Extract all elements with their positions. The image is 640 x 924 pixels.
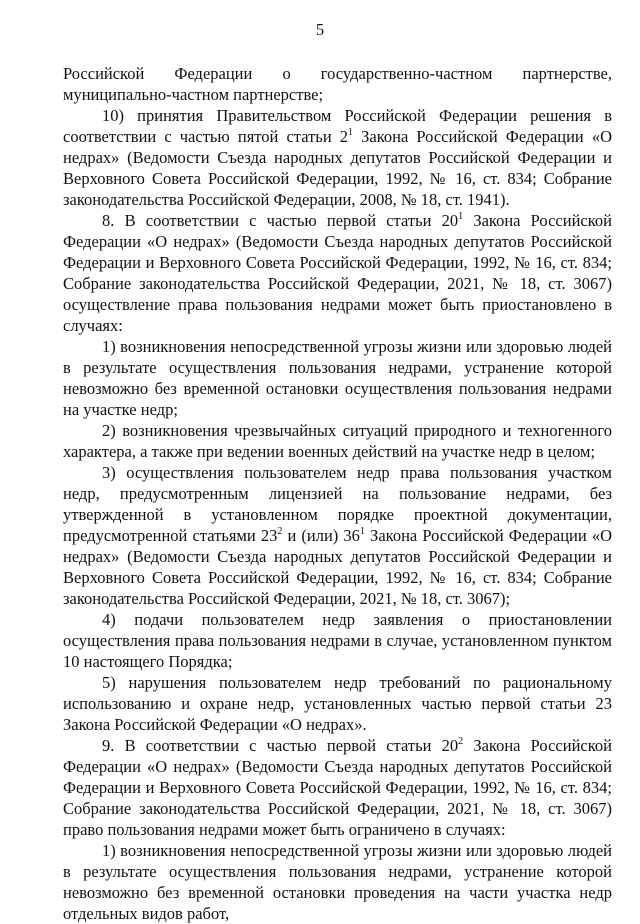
paragraph-text: Закона Российской Федерации «О недрах» (Ведомости Съезда народных депутатов Российской Федерации и Верховного Совета Российской Федерации, 1992, № 16, ст. 834; Собрание законодательства Российской Федерации, 2021, № 18, ст. 3067) осуществление права пользования недрами может быть приостановлено в случаях:	[63, 211, 612, 335]
paragraph-p6	[63, 609, 612, 672]
document-body	[63, 63, 612, 924]
superscript: 1	[458, 211, 464, 222]
paragraph-p5	[63, 462, 612, 609]
paragraph-text: Российской Федерации о государственно-частном партнерстве, муниципально-частном партнерстве;	[63, 64, 612, 104]
paragraph-p7	[63, 672, 612, 735]
paragraph-p2	[63, 210, 612, 336]
paragraph-p0	[63, 63, 612, 105]
paragraph-text: Закона Российской Федерации «О недрах» (Ведомости Съезда народных депутатов Российской Федерации и Верховного Совета Российской Федерации, 1992, № 16, ст. 834; Собрание законодательства Российской Федерации, 2021, № 18, ст. 3067) право пользования недрами может быть ограничено в случаях:	[63, 736, 612, 839]
paragraph-text: и (или) 36	[282, 526, 360, 545]
paragraph-p9	[63, 840, 612, 924]
paragraph-text: 5) нарушения пользователем недр требований по рациональному использованию и охране недр, установленных частью первой статьи 23 Закона Российской Федерации «О недрах».	[63, 673, 612, 734]
paragraph-p4	[63, 420, 612, 462]
paragraph-p8	[63, 735, 612, 840]
paragraph-text: Закона Российской Федерации «О недрах» (Ведомости Съезда народных депутатов Российской Федерации и Верховного Совета Российской Федерации, 1992, № 16, ст. 834; Собрание законодательства Российской Федерации, 2008, № 18, ст. 1941).	[63, 127, 612, 209]
paragraph-text: 10) принятия Правительством Российской Федерации решения в соответствии с частью пятой статьи 2	[63, 106, 612, 146]
superscript: 1	[348, 127, 354, 138]
paragraph-text: 4) подачи пользователем недр заявления о приостановлении осуществления права пользования недрами в случае, установленном пунктом 10 настоящего Порядка;	[63, 610, 612, 671]
paragraph-p3	[63, 336, 612, 420]
paragraph-text: 1) возникновения непосредственной угрозы жизни или здоровью людей в результате осуществления пользования недрами, устранение которой невозможно без временной остановки осуществления пользования недрами на участке недр;	[63, 337, 612, 419]
superscript: 1	[359, 526, 365, 537]
superscript: 2	[458, 736, 464, 747]
paragraph-p1	[63, 105, 612, 210]
paragraph-text: 3) осуществления пользователем недр права пользования участком недр, предусмотренным лицензией на пользование недрами, без утвержденной в установленном порядке проектной документации, предусмотренной статьями 23	[63, 463, 612, 545]
paragraph-text: 1) возникновения непосредственной угрозы жизни или здоровью людей в результате осуществления пользования недрами, устранение которой невозможно без временной остановки проведения на части участка недр отдельных видов работ,	[63, 841, 612, 923]
paragraph-text: 8. В соответствии с частью первой статьи 20	[102, 211, 459, 230]
paragraph-text: 9. В соответствии с частью первой статьи 20	[102, 736, 459, 755]
page-number: 5	[315, 20, 325, 39]
superscript: 2	[277, 526, 283, 537]
paragraph-text: 2) возникновения чрезвычайных ситуаций природного и техногенного характера, а также при ведении военных действий на участке недр в целом;	[63, 421, 612, 461]
paragraph-text: Закона Российской Федерации «О недрах» (Ведомости Съезда народных депутатов Российской Федерации и Верховного Совета Российской Федерации, 1992, № 16, ст. 834; Собрание законодательства Российской Федерации, 2021, № 18, ст. 3067);	[63, 526, 613, 608]
